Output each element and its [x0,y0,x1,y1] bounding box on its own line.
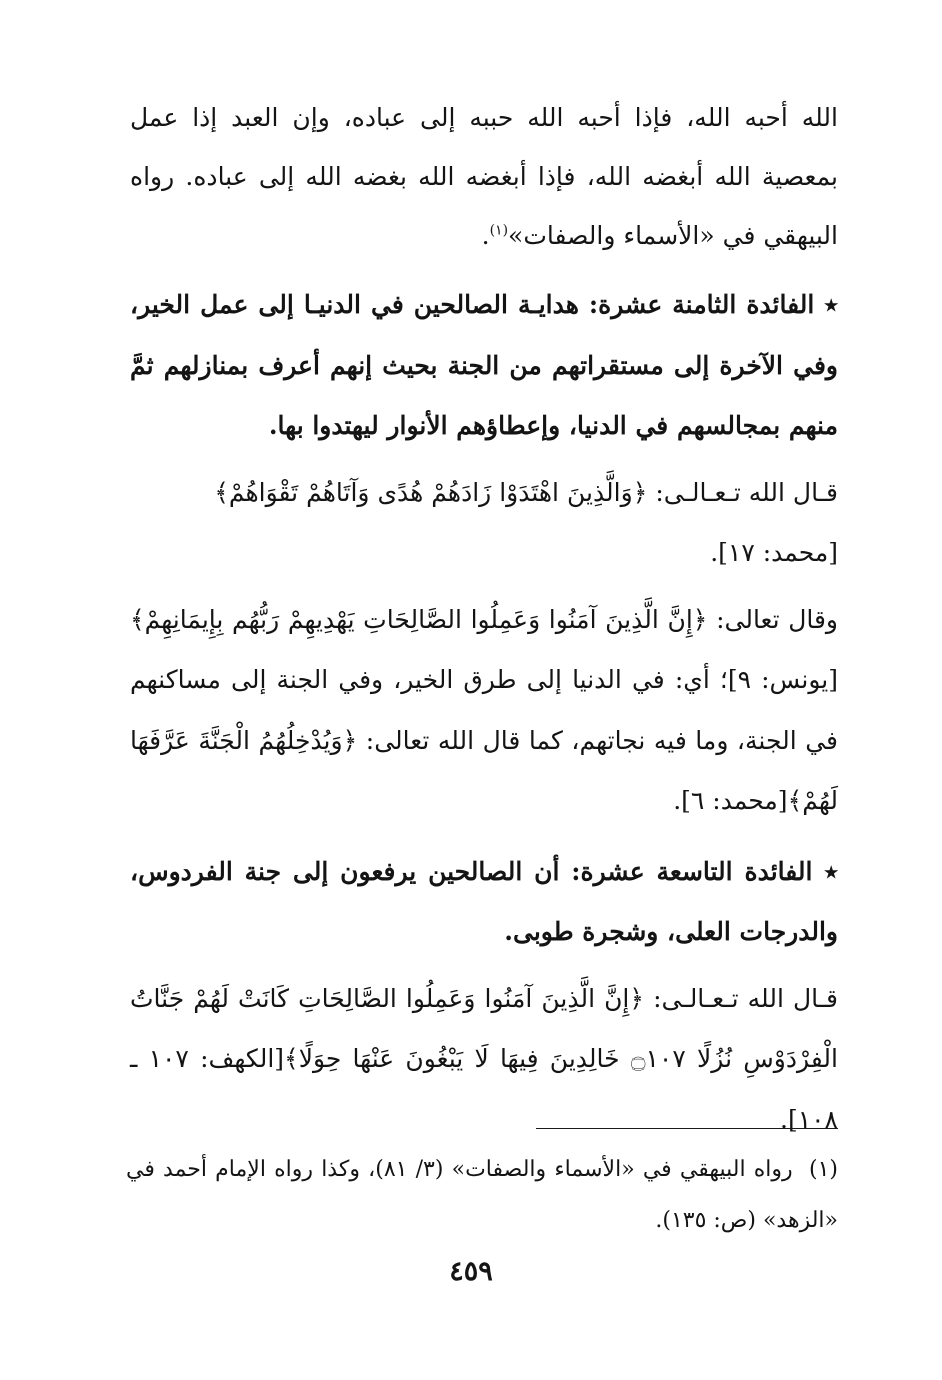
paragraph-hadith-ending [130,88,838,265]
hadith-text: الله أحبه الله، فإذا أحبه الله حببه إلى عباده، وإن العبد إذا عمل بمعصية الله أبغضه الله، فإذا أبغضه الله بغضه الله إلى عباده. رواه البيهقي في «الأسماء والصفات» [130,103,838,250]
verse-reference: [يونس: ٩]؛ [719,665,838,694]
verse-intro: قـال الله تـعـالـى: [655,477,838,507]
verse-reference: [الكهف: ١٠٧ ـ ١٠٨]. [130,1044,838,1134]
footnote-number: (١) [808,1157,838,1182]
verse-intro: قـال الله تـعـالـى: [653,983,838,1013]
period: . [481,221,490,250]
quran-verse: ﴿وَالَّذِينَ اهْتَدَوْا زَادَهُمْ هُدًى وَآتَاهُمْ تَقْوَاهُمْ﴾ [214,477,648,507]
verse-reference: [محمد: ١٧]. [710,538,838,567]
main-text [130,88,838,1150]
quran-verse: ﴿إِنَّ الَّذِينَ آمَنُوا وَعَمِلُوا الصَّالِحَاتِ يَهْدِيهِمْ رَبُّهُم بِإِيمَانِهِمْ﴾ [130,604,708,634]
footnote-text: رواه البيهقي في «الأسماء والصفات» (٣/ ٨١)، وكذا رواه الإمام أحمد في «الزهد» (ص: ١٣٥). [126,1157,838,1233]
page-number: ٤٥٩ [449,1256,493,1287]
bullet-star-icon: ٭ [824,856,838,886]
verse-muhammad-17-paragraph [130,463,838,584]
benefit-eighteen-text: الخير، وفي الآخرة إلى مستقراتهم من الجنة بحيث إنهم أعرف بمنازلهم ثمَّ منهم بمجالسهم في الدنيا، وإعطاؤهم الأنوار ليهتدوا بها. [130,290,838,440]
footnote-divider [536,1128,838,1129]
footnote [126,1144,838,1246]
verse-yunus-9-paragraph [130,590,838,832]
verse-kahf-paragraph [130,969,838,1151]
benefit-nineteen-paragraph [130,842,838,963]
quran-verse: ﴿وَيُدْخِلُهُمُ الْجَنَّةَ عَرَّفَهَا لَهُمْ﴾ [130,725,838,815]
quran-verse: ﴿إِنَّ الَّذِينَ آمَنُوا وَعَمِلُوا الصَّالِحَاتِ كَانَتْ لَهُمْ جَنَّاتُ الْفِرْدَوْسِ نُزُلًا ۝١٠٧ خَالِدِينَ فِيهَا لَا يَبْغُونَ عَنْهَا حِوَلًا﴾ [130,983,838,1073]
footnote-reference: (١) [489,222,509,239]
verse-reference: [محمد: ٦]. [673,786,788,815]
benefit-eighteen-paragraph [130,275,838,457]
footnote-line [126,1144,838,1246]
explanation-text: أي: في الدنيا إلى طرق الخير، وفي الجنة إلى مساكنهم في الجنة، وما فيه نجاتهم، كما قال الله تعالى: [130,665,838,755]
benefit-nineteen-title: الفائدة التاسعة عشرة: أن الصالحين يرفعون إلى جنة الفردوس، والدرجات العلى، وشجرة طوبى. [130,856,838,946]
bullet-star-icon: ٭ [824,290,838,319]
verse-intro: وقال تعالى: [716,604,839,634]
benefit-eighteen-title: الفائدة الثامنة عشرة: هدايـة الصالحين في الدنيـا إلى عمل [200,290,815,319]
